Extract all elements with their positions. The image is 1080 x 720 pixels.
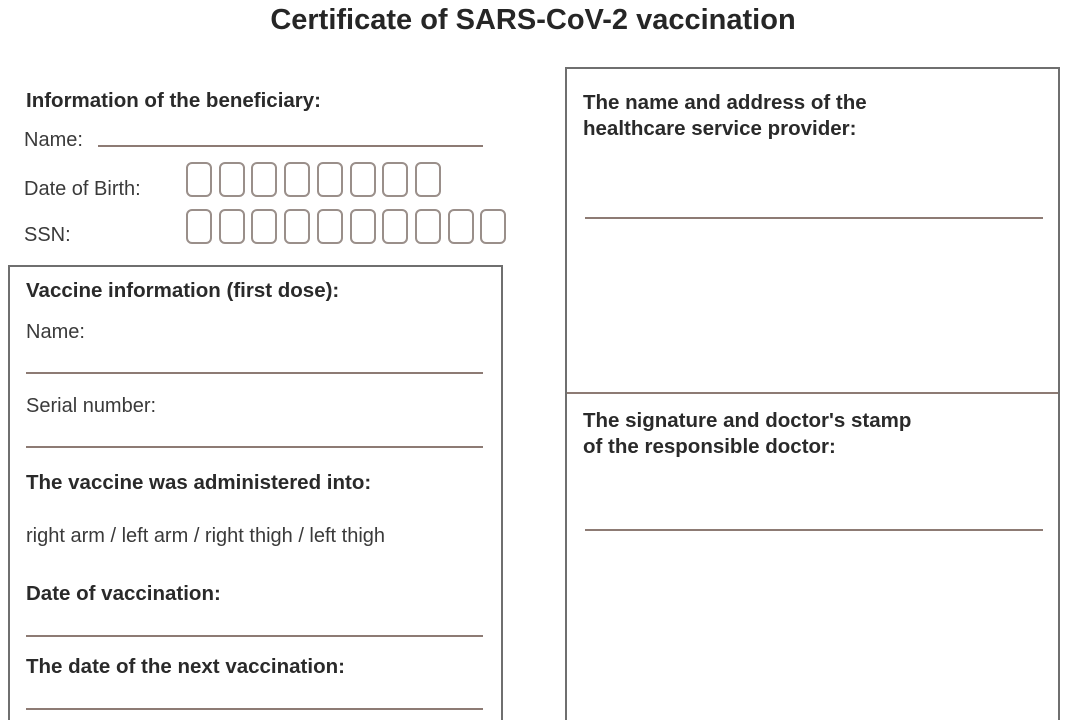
ssn-digit-box[interactable] — [448, 209, 474, 244]
dob-digit-box[interactable] — [317, 162, 343, 197]
dob-digit-box[interactable] — [251, 162, 277, 197]
vaccine-name-field[interactable] — [26, 372, 483, 374]
ssn-digit-box[interactable] — [186, 209, 212, 244]
ssn-digit-box[interactable] — [317, 209, 343, 244]
dob-digit-box[interactable] — [186, 162, 212, 197]
vaccination-date-label: Date of vaccination: — [26, 582, 221, 605]
dob-digit-box[interactable] — [415, 162, 441, 197]
serial-number-field[interactable] — [26, 446, 483, 448]
vaccination-date-field[interactable] — [26, 635, 483, 637]
dob-digit-box[interactable] — [350, 162, 376, 197]
dob-digit-box[interactable] — [284, 162, 310, 197]
next-vaccination-field[interactable] — [26, 708, 483, 710]
doctor-heading-line2: of the responsible doctor: — [583, 435, 836, 458]
dob-label: Date of Birth: — [24, 178, 141, 200]
provider-field[interactable] — [585, 217, 1043, 219]
provider-heading-line2: healthcare service provider: — [583, 117, 857, 140]
administered-heading: The vaccine was administered into: — [26, 471, 372, 494]
doctor-signature-field[interactable] — [585, 529, 1043, 531]
administered-options: right arm / left arm / right thigh / left thigh — [26, 525, 386, 547]
provider-heading-line1: The name and address of the — [583, 91, 867, 114]
right-box-divider — [567, 392, 1058, 394]
dob-digit-box[interactable] — [382, 162, 408, 197]
provider-heading — [583, 90, 867, 142]
certificate-title: Certificate of SARS-CoV-2 vaccination — [270, 4, 796, 36]
doctor-heading-line1: The signature and doctor's stamp — [583, 409, 912, 432]
ssn-digit-box[interactable] — [284, 209, 310, 244]
serial-number-label: Serial number: — [26, 395, 157, 417]
vaccine-heading: Vaccine information (first dose): — [26, 279, 340, 302]
ssn-digit-box[interactable] — [480, 209, 506, 244]
beneficiary-name-field[interactable] — [98, 145, 483, 147]
beneficiary-name-label: Name: — [24, 129, 83, 151]
ssn-digit-box[interactable] — [219, 209, 245, 244]
ssn-digit-box[interactable] — [382, 209, 408, 244]
next-vaccination-label: The date of the next vaccination: — [26, 655, 345, 678]
ssn-digit-box[interactable] — [350, 209, 376, 244]
ssn-digit-box[interactable] — [251, 209, 277, 244]
beneficiary-heading: Information of the beneficiary: — [26, 89, 321, 112]
doctor-heading — [583, 408, 911, 460]
vaccine-name-label: Name: — [26, 321, 85, 343]
ssn-digit-box[interactable] — [415, 209, 441, 244]
dob-digit-box[interactable] — [219, 162, 245, 197]
ssn-label: SSN: — [24, 224, 71, 246]
